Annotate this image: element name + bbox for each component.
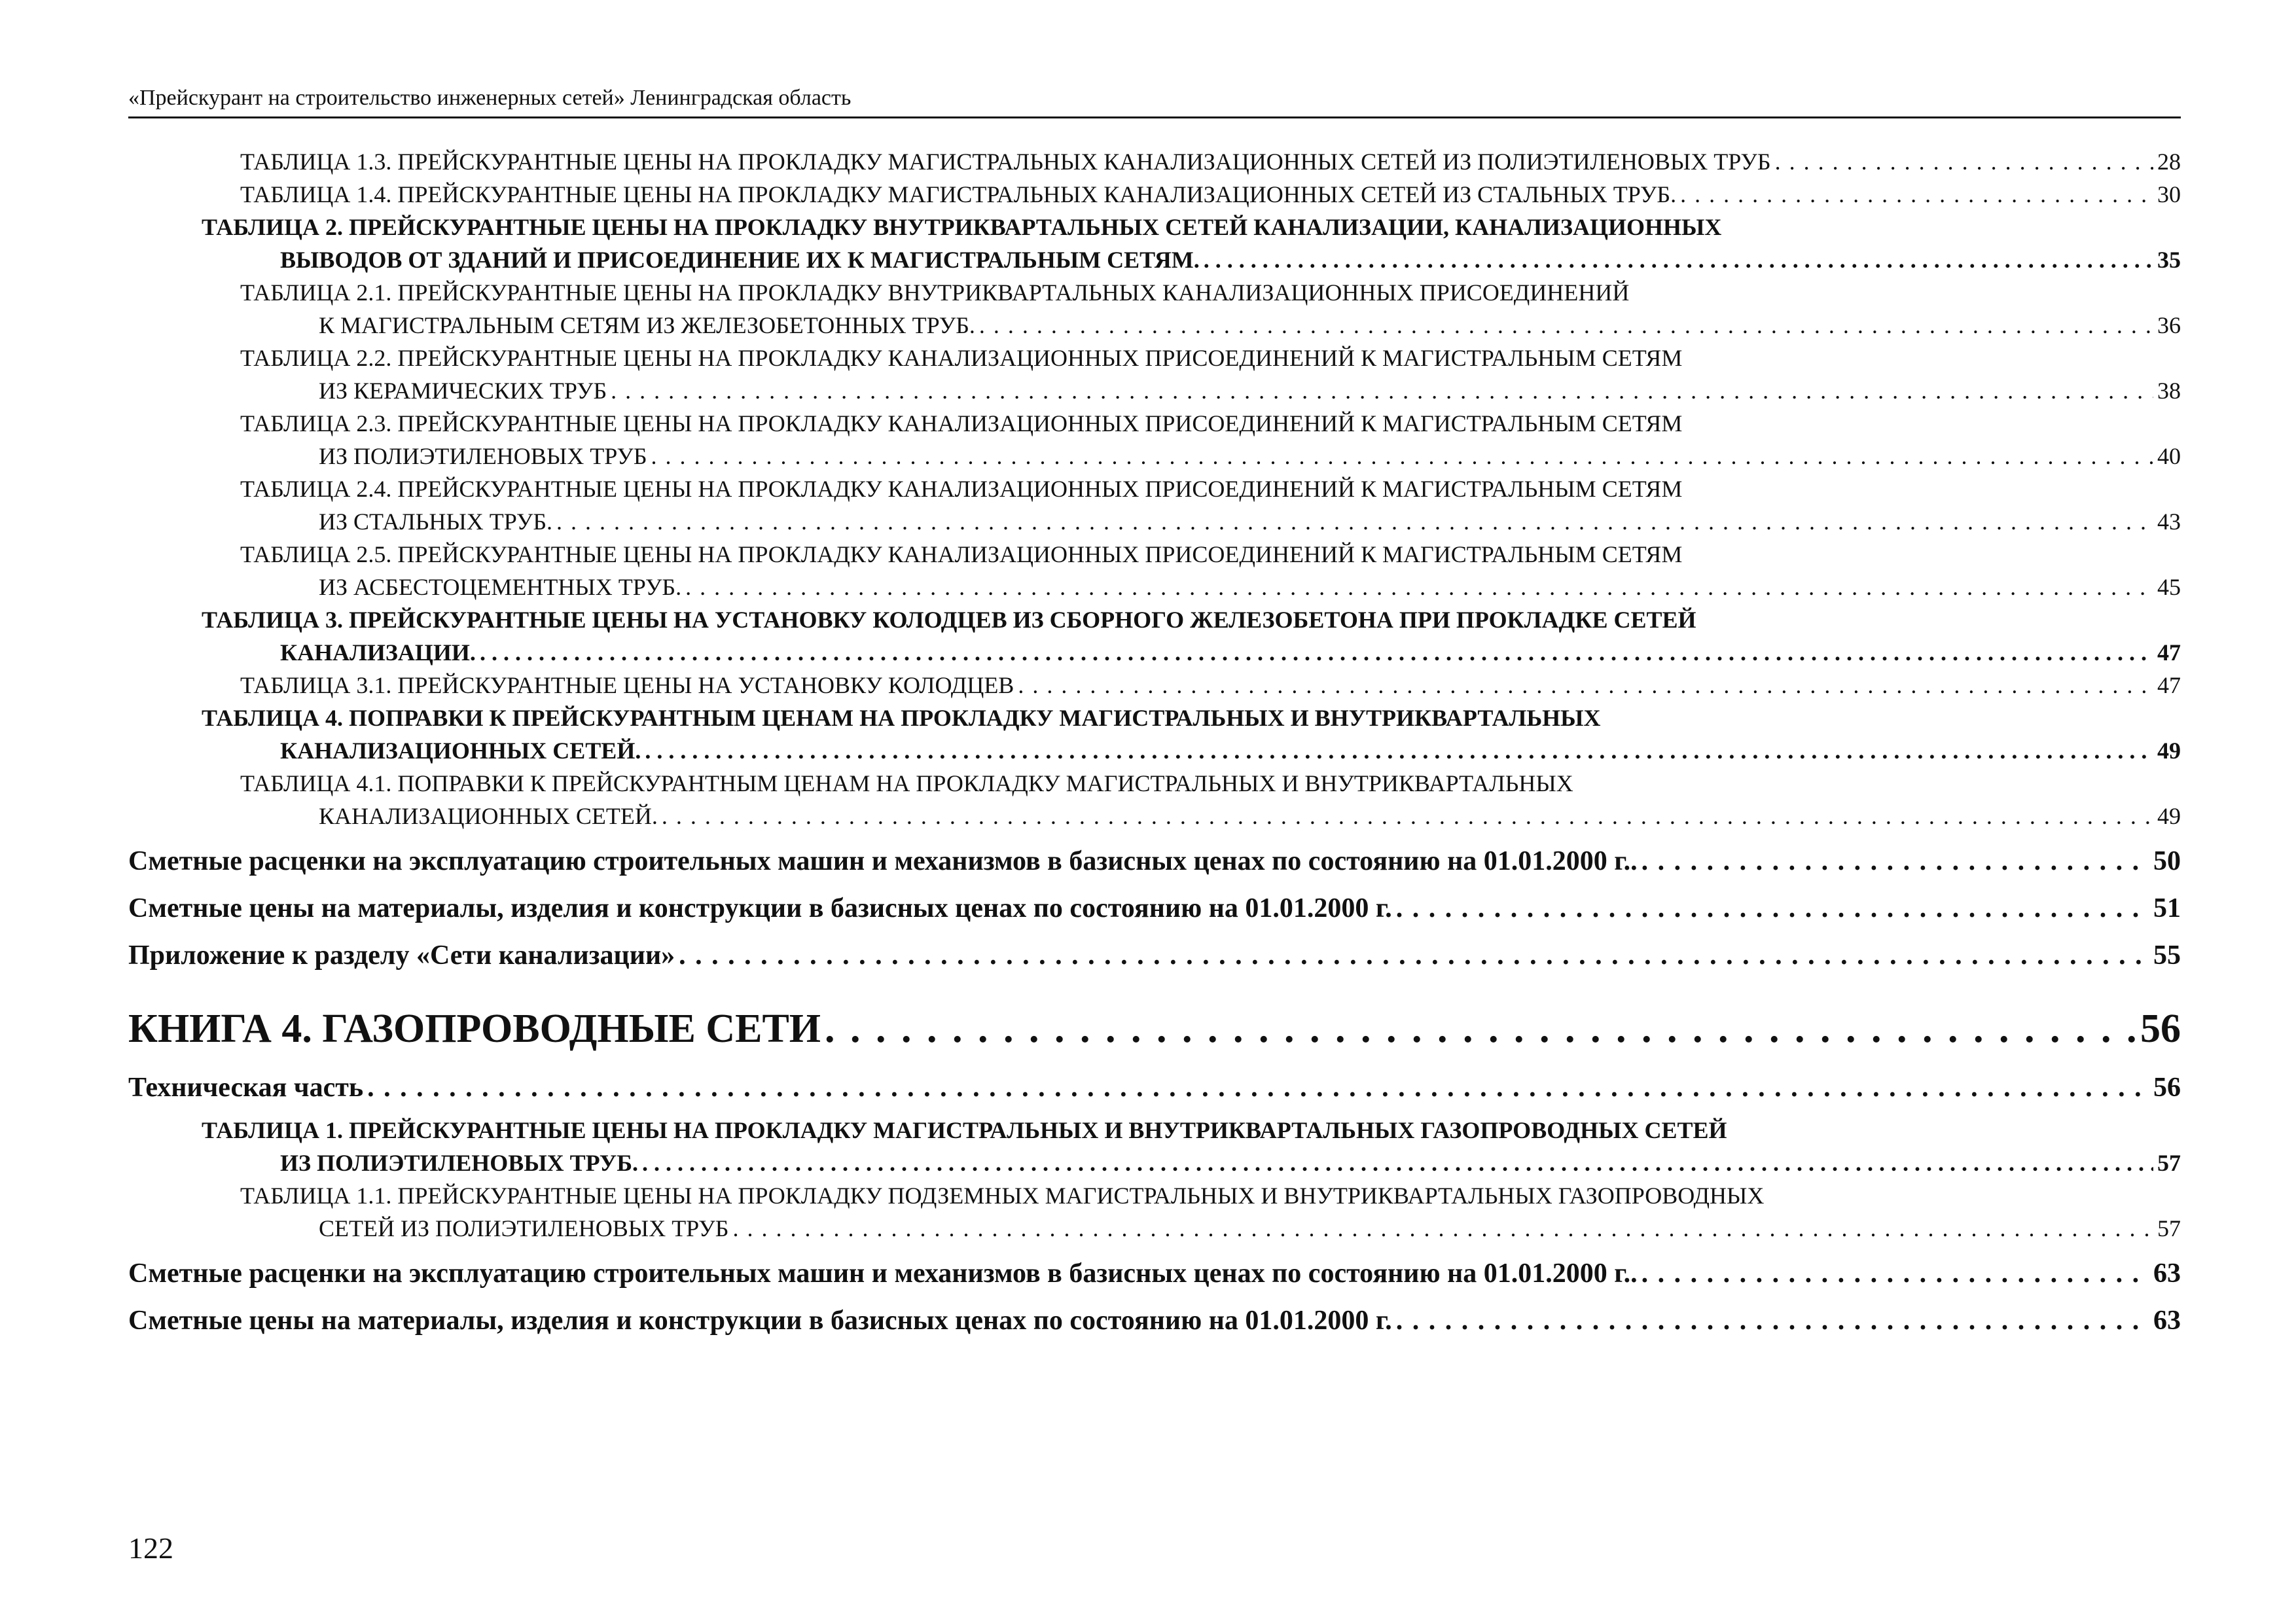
dot-leader	[642, 1147, 2153, 1179]
toc-entry-text-line1: ТАБЛИЦА 2.1. ПРЕЙСКУРАНТНЫЕ ЦЕНЫ НА ПРОКЛАДКУ ВНУТРИКВАРТАЛЬНЫХ КАНАЛИЗАЦИОННЫХ ПРИСОЕДИНЕНИЙ	[240, 279, 1630, 306]
toc-entry-text: ТАБЛИЦА 3.1. ПРЕЙСКУРАНТНЫЕ ЦЕНЫ НА УСТАНОВКУ КОЛОДЦЕВ	[240, 672, 1014, 698]
toc-entry-book-4[interactable]	[128, 1003, 2181, 1055]
toc-entry-text: Приложение к разделу «Сети канализации»	[128, 940, 675, 971]
dot-leader	[1680, 178, 2153, 211]
toc-entry-text: Сметные цены на материалы, изделия и конструкции в базисных ценах по состоянию на 01.01.2000 г.	[128, 893, 1392, 923]
toc-page-number: 57	[2157, 1150, 2181, 1176]
dot-leader	[556, 505, 2153, 538]
toc-entry-text-line2: ИЗ ПОЛИЭТИЛЕНОВЫХ ТРУБ	[319, 443, 647, 469]
toc-entry-text-line2: ИЗ АСБЕСТОЦЕМЕНТНЫХ ТРУБ.	[319, 574, 682, 600]
toc-page-number: 38	[2157, 378, 2181, 404]
toc-page-number: 47	[2157, 639, 2181, 666]
toc-page-number: 28	[2157, 149, 2181, 175]
dot-leader	[825, 1003, 2136, 1055]
toc-page-number: 56	[2140, 1007, 2181, 1051]
toc-entry-table-1-4[interactable]	[128, 178, 2181, 211]
toc-page-number: 30	[2157, 181, 2181, 207]
dot-leader	[1018, 669, 2153, 702]
toc-entry-text-line2: ИЗ КЕРАМИЧЕСКИХ ТРУБ	[319, 378, 607, 404]
toc-page-number: 40	[2157, 443, 2181, 469]
toc-entry-text: Сметные расценки на эксплуатацию строительных машин и механизмов в базисных ценах по состоянию на 01.01.2000 г..	[128, 846, 1638, 876]
toc-entry-text-line1: ТАБЛИЦА 2.3. ПРЕЙСКУРАНТНЫЕ ЦЕНЫ НА ПРОКЛАДКУ КАНАЛИЗАЦИОННЫХ ПРИСОЕДИНЕНИЙ К МАГИСТРАЛЬНЫМ СЕТЯМ	[240, 410, 1683, 437]
toc-page-number: 57	[2157, 1215, 2181, 1241]
toc-entry-table-1-3[interactable]	[128, 145, 2181, 178]
toc-entry-text-line2: К МАГИСТРАЛЬНЫМ СЕТЯМ ИЗ ЖЕЛЕЗОБЕТОННЫХ ТРУБ.	[319, 312, 975, 338]
toc-entry-text: ТАБЛИЦА 1.3. ПРЕЙСКУРАНТНЫЕ ЦЕНЫ НА ПРОКЛАДКУ МАГИСТРАЛЬНЫХ КАНАЛИЗАЦИОННЫХ СЕТЕЙ ИЗ ПОЛИЭТИЛЕНОВЫХ ТРУБ	[240, 149, 1771, 175]
toc-entry-text: Сметные расценки на эксплуатацию строительных машин и механизмов в базисных ценах по состоянию на 01.01.2000 г..	[128, 1258, 1638, 1289]
toc-entry-table-2-5[interactable]	[128, 538, 2181, 603]
running-header	[128, 84, 2181, 118]
dot-leader	[979, 309, 2153, 342]
toc-entry-text-line2: ИЗ ПОЛИЭТИЛЕНОВЫХ ТРУБ.	[280, 1150, 638, 1176]
dot-leader	[662, 800, 2153, 832]
dot-leader	[480, 636, 2153, 669]
toc-entry-text-line1: ТАБЛИЦА 1.1. ПРЕЙСКУРАНТНЫЕ ЦЕНЫ НА ПРОКЛАДКУ ПОДЗЕМНЫХ МАГИСТРАЛЬНЫХ И ВНУТРИКВАРТАЛЬНЫХ ГАЗОПРОВОДНЫХ	[240, 1183, 1765, 1209]
toc-entry-text-line1: ТАБЛИЦА 1. ПРЕЙСКУРАНТНЫЕ ЦЕНЫ НА ПРОКЛАДКУ МАГИСТРАЛЬНЫХ И ВНУТРИКВАРТАЛЬНЫХ ГАЗОПРОВОДНЫХ СЕТЕЙ	[202, 1117, 1727, 1143]
toc-page-number: 47	[2157, 672, 2181, 698]
dot-leader	[679, 937, 2149, 974]
toc-entry-table-2-4[interactable]	[128, 473, 2181, 538]
toc-entry-text-line2: СЕТЕЙ ИЗ ПОЛИЭТИЛЕНОВЫХ ТРУБ	[319, 1215, 729, 1241]
dot-leader	[732, 1212, 2153, 1245]
header-title: «Прейскурант на строительство инженерных сетей» Ленинградская область	[128, 86, 852, 110]
toc-entry-materials-prices[interactable]	[128, 890, 2181, 927]
toc-entry-table-2-3[interactable]	[128, 407, 2181, 473]
dot-leader	[1775, 145, 2153, 178]
toc-entry-table-2[interactable]	[128, 211, 2181, 276]
toc-page-number: 49	[2157, 803, 2181, 829]
toc-entry-text-line1: ТАБЛИЦА 2. ПРЕЙСКУРАНТНЫЕ ЦЕНЫ НА ПРОКЛАДКУ ВНУТРИКВАРТАЛЬНЫХ СЕТЕЙ КАНАЛИЗАЦИИ, КАНАЛИЗАЦИОННЫХ	[202, 214, 1722, 240]
toc-page-number: 35	[2157, 247, 2181, 273]
toc-entry-text-line1: ТАБЛИЦА 2.2. ПРЕЙСКУРАНТНЫЕ ЦЕНЫ НА ПРОКЛАДКУ КАНАЛИЗАЦИОННЫХ ПРИСОЕДИНЕНИЙ К МАГИСТРАЛЬНЫМ СЕТЯМ	[240, 345, 1683, 371]
page-number: 122	[128, 1531, 173, 1565]
toc-entry-table-3-1[interactable]	[128, 669, 2181, 702]
toc-entry-table-2-1[interactable]	[128, 276, 2181, 342]
toc-entry-text-line2: КАНАЛИЗАЦИИ.	[280, 639, 476, 666]
toc-entry-text: ТАБЛИЦА 1.4. ПРЕЙСКУРАНТНЫЕ ЦЕНЫ НА ПРОКЛАДКУ МАГИСТРАЛЬНЫХ КАНАЛИЗАЦИОННЫХ СЕТЕЙ ИЗ СТАЛЬНЫХ ТРУБ.	[240, 181, 1677, 207]
toc-entry-text-line1: ТАБЛИЦА 4. ПОПРАВКИ К ПРЕЙСКУРАНТНЫМ ЦЕНАМ НА ПРОКЛАДКУ МАГИСТРАЛЬНЫХ И ВНУТРИКВАРТАЛЬНЫХ	[202, 705, 1601, 731]
toc-entry-gas-materials-prices[interactable]	[128, 1302, 2181, 1339]
toc-entry-gas-table-1-1[interactable]	[128, 1179, 2181, 1245]
toc-entry-gas-table-1[interactable]	[128, 1114, 2181, 1179]
dot-leader	[1396, 1302, 2149, 1339]
toc-entry-table-2-2[interactable]	[128, 342, 2181, 407]
dot-leader	[1204, 243, 2153, 276]
toc-entry-table-4-1[interactable]	[128, 767, 2181, 832]
toc-page-number: 50	[2153, 846, 2181, 876]
dot-leader	[367, 1069, 2149, 1106]
toc-entry-table-4[interactable]	[128, 702, 2181, 767]
toc-page-number: 49	[2157, 738, 2181, 764]
toc-entry-text-line2: ВЫВОДОВ ОТ ЗДАНИЙ И ПРИСОЕДИНЕНИЕ ИХ К МАГИСТРАЛЬНЫМ СЕТЯМ.	[280, 247, 1200, 273]
toc-entry-appendix[interactable]	[128, 937, 2181, 974]
toc-page-number: 63	[2153, 1306, 2181, 1336]
dot-leader	[1396, 890, 2149, 927]
toc-entry-table-3[interactable]	[128, 603, 2181, 669]
toc-entry-text: Сметные цены на материалы, изделия и конструкции в базисных ценах по состоянию на 01.01.2000 г.	[128, 1306, 1392, 1336]
toc-page-number: 43	[2157, 508, 2181, 535]
toc-page-number: 45	[2157, 574, 2181, 600]
toc-entry-text-line1: ТАБЛИЦА 2.5. ПРЕЙСКУРАНТНЫЕ ЦЕНЫ НА ПРОКЛАДКУ КАНАЛИЗАЦИОННЫХ ПРИСОЕДИНЕНИЙ К МАГИСТРАЛЬНЫМ СЕТЯМ	[240, 541, 1683, 567]
table-of-contents	[128, 145, 2181, 1347]
toc-page-number: 63	[2153, 1258, 2181, 1289]
toc-entry-text: Техническая часть	[128, 1073, 364, 1103]
dot-leader	[1641, 1255, 2149, 1292]
toc-page-number: 56	[2153, 1073, 2181, 1103]
toc-entry-text-line1: ТАБЛИЦА 4.1. ПОПРАВКИ К ПРЕЙСКУРАНТНЫМ ЦЕНАМ НА ПРОКЛАДКУ МАГИСТРАЛЬНЫХ И ВНУТРИКВАРТАЛЬНЫХ	[240, 770, 1573, 796]
toc-entry-text-line1: ТАБЛИЦА 2.4. ПРЕЙСКУРАНТНЫЕ ЦЕНЫ НА ПРОКЛАДКУ КАНАЛИЗАЦИОННЫХ ПРИСОЕДИНЕНИЙ К МАГИСТРАЛЬНЫМ СЕТЯМ	[240, 476, 1683, 502]
dot-leader	[651, 440, 2154, 473]
toc-entry-text-line2: КАНАЛИЗАЦИОННЫХ СЕТЕЙ.	[319, 803, 658, 829]
toc-entry-text-line2: КАНАЛИЗАЦИОННЫХ СЕТЕЙ.	[280, 738, 641, 764]
toc-entry-text-line1: ТАБЛИЦА 3. ПРЕЙСКУРАНТНЫЕ ЦЕНЫ НА УСТАНОВКУ КОЛОДЦЕВ ИЗ СБОРНОГО ЖЕЛЕЗОБЕТОНА ПРИ ПРОКЛАДКЕ СЕТЕЙ	[202, 607, 1696, 633]
dot-leader	[685, 571, 2153, 603]
toc-book-title: КНИГА 4. ГАЗОПРОВОДНЫЕ СЕТИ	[128, 1007, 821, 1051]
toc-entry-machines-rates[interactable]	[128, 843, 2181, 880]
toc-page-number: 51	[2153, 893, 2181, 923]
toc-entry-technical-part[interactable]	[128, 1069, 2181, 1106]
toc-page-number: 55	[2153, 940, 2181, 971]
dot-leader	[611, 374, 2153, 407]
toc-page-number: 36	[2157, 312, 2181, 338]
dot-leader	[645, 734, 2153, 767]
toc-entry-text-line2: ИЗ СТАЛЬНЫХ ТРУБ.	[319, 508, 552, 535]
toc-entry-gas-machines-rates[interactable]	[128, 1255, 2181, 1292]
dot-leader	[1641, 843, 2149, 880]
